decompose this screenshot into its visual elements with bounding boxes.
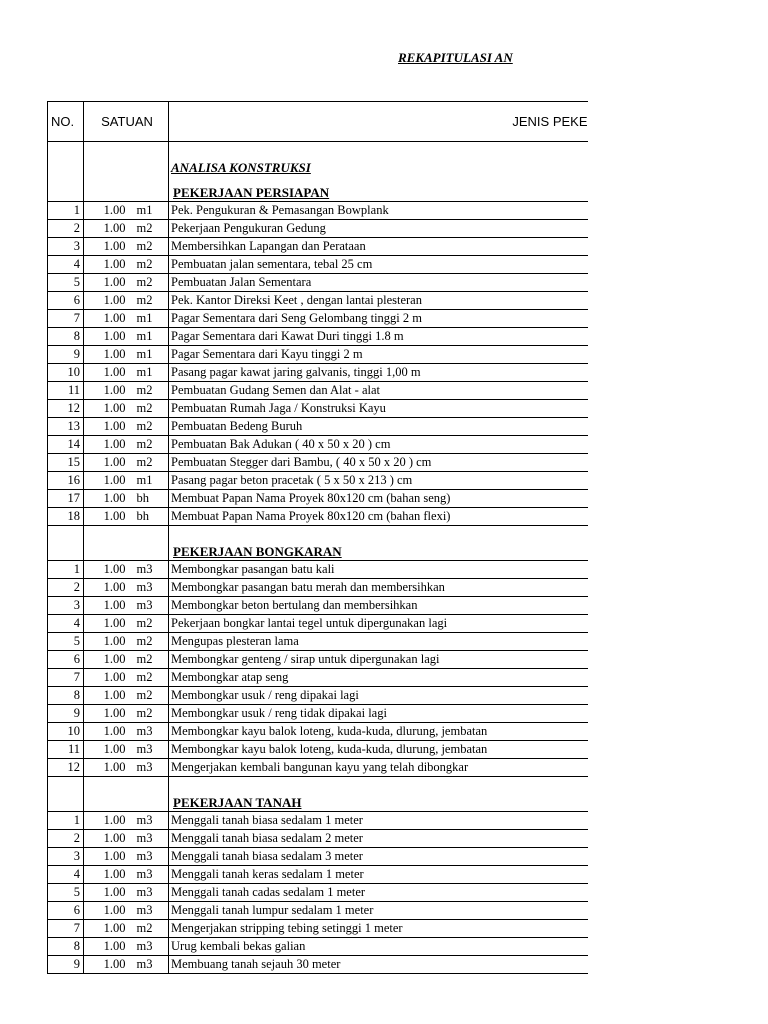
item-qty: 1.00 xyxy=(84,597,129,615)
item-no: 10 xyxy=(48,364,84,382)
item-no: 17 xyxy=(48,490,84,508)
item-unit: m2 xyxy=(129,220,169,238)
item-qty: 1.00 xyxy=(84,238,129,256)
item-unit: m2 xyxy=(129,920,169,938)
table-row xyxy=(48,866,588,884)
item-qty: 1.00 xyxy=(84,651,129,669)
item-no: 2 xyxy=(48,220,84,238)
empty-cell xyxy=(84,176,169,184)
empty-cell xyxy=(169,777,588,795)
item-unit: m3 xyxy=(129,938,169,956)
item-description: Membongkar genteng / sirap untuk dipergunakan lagi xyxy=(169,651,588,669)
table-row xyxy=(48,292,588,310)
item-unit: m2 xyxy=(129,687,169,705)
recap-table xyxy=(47,101,588,974)
item-unit: m2 xyxy=(129,436,169,454)
item-unit: m2 xyxy=(129,705,169,723)
item-qty: 1.00 xyxy=(84,436,129,454)
table-row xyxy=(48,382,588,400)
item-description: Menggali tanah keras sedalam 1 meter xyxy=(169,866,588,884)
empty-cell xyxy=(169,526,588,544)
table-row xyxy=(48,328,588,346)
empty-cell xyxy=(169,142,588,160)
item-no: 1 xyxy=(48,561,84,579)
item-unit: m2 xyxy=(129,615,169,633)
table-row xyxy=(48,418,588,436)
item-qty: 1.00 xyxy=(84,866,129,884)
empty-cell xyxy=(84,543,169,561)
item-description: Menggali tanah lumpur sedalam 1 meter xyxy=(169,902,588,920)
item-qty: 1.00 xyxy=(84,202,129,220)
empty-cell xyxy=(84,184,169,202)
table-row xyxy=(48,687,588,705)
item-unit: m1 xyxy=(129,364,169,382)
spacer-row xyxy=(48,142,588,160)
empty-cell xyxy=(84,526,169,544)
item-qty: 1.00 xyxy=(84,418,129,436)
item-no: 4 xyxy=(48,866,84,884)
empty-cell xyxy=(48,176,84,184)
item-no: 11 xyxy=(48,741,84,759)
table-row xyxy=(48,902,588,920)
item-description: Mengerjakan kembali bangunan kayu yang telah dibongkar xyxy=(169,759,588,777)
empty-cell xyxy=(84,159,169,176)
item-unit: m3 xyxy=(129,723,169,741)
empty-cell xyxy=(48,794,84,812)
item-qty: 1.00 xyxy=(84,723,129,741)
empty-cell xyxy=(48,184,84,202)
section-title-row xyxy=(48,543,588,561)
item-description: Membuat Papan Nama Proyek 80x120 cm (bahan flexi) xyxy=(169,508,588,526)
item-unit: m3 xyxy=(129,759,169,777)
item-description: Mengupas plesteran lama xyxy=(169,633,588,651)
item-qty: 1.00 xyxy=(84,687,129,705)
table-row xyxy=(48,812,588,830)
table-row xyxy=(48,669,588,687)
item-unit: m3 xyxy=(129,812,169,830)
table-row xyxy=(48,615,588,633)
item-no: 6 xyxy=(48,651,84,669)
item-unit: m3 xyxy=(129,830,169,848)
item-description: Membongkar kayu balok loteng, kuda-kuda, dlurung, jembatan xyxy=(169,723,588,741)
table-row xyxy=(48,759,588,777)
item-description: Pasang pagar beton pracetak ( 5 x 50 x 213 ) cm xyxy=(169,472,588,490)
spacer-row xyxy=(48,176,588,184)
item-unit: m2 xyxy=(129,454,169,472)
empty-cell xyxy=(48,543,84,561)
item-description: Membongkar usuk / reng tidak dipakai lagi xyxy=(169,705,588,723)
table-row xyxy=(48,938,588,956)
item-qty: 1.00 xyxy=(84,633,129,651)
spacer-row xyxy=(48,777,588,795)
table-row xyxy=(48,220,588,238)
item-unit: m3 xyxy=(129,561,169,579)
item-description: Pek. Kantor Direksi Keet , dengan lantai plesteran xyxy=(169,292,588,310)
item-unit: m2 xyxy=(129,669,169,687)
item-description: Pembuatan Rumah Jaga / Konstruksi Kayu xyxy=(169,400,588,418)
item-unit: m1 xyxy=(129,310,169,328)
item-unit: bh xyxy=(129,490,169,508)
item-no: 7 xyxy=(48,310,84,328)
item-unit: m2 xyxy=(129,633,169,651)
item-unit: m3 xyxy=(129,884,169,902)
item-unit: m2 xyxy=(129,651,169,669)
item-qty: 1.00 xyxy=(84,382,129,400)
item-no: 12 xyxy=(48,759,84,777)
item-qty: 1.00 xyxy=(84,938,129,956)
table-row xyxy=(48,956,588,974)
item-description: Menggali tanah biasa sedalam 3 meter xyxy=(169,848,588,866)
empty-cell xyxy=(48,526,84,544)
item-unit: m2 xyxy=(129,292,169,310)
item-description: Membongkar beton bertulang dan membersihkan xyxy=(169,597,588,615)
item-no: 8 xyxy=(48,328,84,346)
item-qty: 1.00 xyxy=(84,741,129,759)
header-jenis-pekerjaan: JENIS PEKE xyxy=(169,102,588,142)
table-row xyxy=(48,848,588,866)
item-description: Membongkar pasangan batu merah dan membersihkan xyxy=(169,579,588,597)
section-title-text: PEKERJAAN PERSIAPAN xyxy=(173,185,330,200)
item-description: Menggali tanah biasa sedalam 2 meter xyxy=(169,830,588,848)
item-qty: 1.00 xyxy=(84,328,129,346)
table-header-row xyxy=(48,102,588,142)
item-description: Membongkar usuk / reng dipakai lagi xyxy=(169,687,588,705)
item-qty: 1.00 xyxy=(84,274,129,292)
table-row xyxy=(48,364,588,382)
section-title xyxy=(169,184,588,202)
item-qty: 1.00 xyxy=(84,364,129,382)
table-row xyxy=(48,705,588,723)
item-unit: m3 xyxy=(129,866,169,884)
item-no: 11 xyxy=(48,382,84,400)
item-description: Mengerjakan stripping tebing setinggi 1 meter xyxy=(169,920,588,938)
item-qty: 1.00 xyxy=(84,346,129,364)
analisa-konstruksi-label xyxy=(169,159,588,176)
item-no: 8 xyxy=(48,687,84,705)
item-no: 12 xyxy=(48,400,84,418)
item-unit: m3 xyxy=(129,741,169,759)
item-unit: m3 xyxy=(129,579,169,597)
item-no: 9 xyxy=(48,346,84,364)
item-unit: m1 xyxy=(129,202,169,220)
item-description: Pagar Sementara dari Kayu tinggi 2 m xyxy=(169,346,588,364)
item-qty: 1.00 xyxy=(84,490,129,508)
item-unit: m1 xyxy=(129,328,169,346)
section-title xyxy=(169,794,588,812)
item-description: Pekerjaan bongkar lantai tegel untuk dipergunakan lagi xyxy=(169,615,588,633)
section-title-text: PEKERJAAN TANAH xyxy=(173,795,302,810)
item-qty: 1.00 xyxy=(84,400,129,418)
spacer-row xyxy=(48,526,588,544)
item-qty: 1.00 xyxy=(84,579,129,597)
item-description: Membongkar atap seng xyxy=(169,669,588,687)
item-qty: 1.00 xyxy=(84,848,129,866)
item-description: Pagar Sementara dari Seng Gelombang tinggi 2 m xyxy=(169,310,588,328)
item-no: 3 xyxy=(48,848,84,866)
empty-cell xyxy=(48,777,84,795)
item-qty: 1.00 xyxy=(84,561,129,579)
table-row xyxy=(48,633,588,651)
item-description: Pasang pagar kawat jaring galvanis, tinggi 1,00 m xyxy=(169,364,588,382)
item-unit: m2 xyxy=(129,256,169,274)
item-no: 15 xyxy=(48,454,84,472)
item-no: 2 xyxy=(48,579,84,597)
item-qty: 1.00 xyxy=(84,256,129,274)
item-no: 7 xyxy=(48,669,84,687)
item-description: Menggali tanah cadas sedalam 1 meter xyxy=(169,884,588,902)
item-description: Urug kembali bekas galian xyxy=(169,938,588,956)
table-row xyxy=(48,597,588,615)
section-title xyxy=(169,543,588,561)
item-qty: 1.00 xyxy=(84,705,129,723)
section-title-row xyxy=(48,794,588,812)
item-no: 16 xyxy=(48,472,84,490)
item-no: 5 xyxy=(48,884,84,902)
item-no: 1 xyxy=(48,202,84,220)
empty-cell xyxy=(169,176,588,184)
item-description: Pek. Pengukuran & Pemasangan Bowplank xyxy=(169,202,588,220)
item-description: Pekerjaan Pengukuran Gedung xyxy=(169,220,588,238)
item-no: 9 xyxy=(48,705,84,723)
item-qty: 1.00 xyxy=(84,669,129,687)
table-row xyxy=(48,508,588,526)
table-row xyxy=(48,238,588,256)
item-description: Pembuatan jalan sementara, tebal 25 cm xyxy=(169,256,588,274)
item-no: 8 xyxy=(48,938,84,956)
item-qty: 1.00 xyxy=(84,920,129,938)
item-no: 10 xyxy=(48,723,84,741)
item-unit: m3 xyxy=(129,848,169,866)
item-description: Pagar Sementara dari Kawat Duri tinggi 1.8 m xyxy=(169,328,588,346)
item-qty: 1.00 xyxy=(84,759,129,777)
item-no: 14 xyxy=(48,436,84,454)
table-row xyxy=(48,741,588,759)
item-description: Membongkar pasangan batu kali xyxy=(169,561,588,579)
table-row xyxy=(48,579,588,597)
table-row xyxy=(48,436,588,454)
table-row xyxy=(48,454,588,472)
item-description: Pembuatan Bak Adukan ( 40 x 50 x 20 ) cm xyxy=(169,436,588,454)
item-description: Pembuatan Bedeng Buruh xyxy=(169,418,588,436)
item-no: 3 xyxy=(48,597,84,615)
empty-cell xyxy=(48,159,84,176)
item-qty: 1.00 xyxy=(84,472,129,490)
item-description: Pembuatan Jalan Sementara xyxy=(169,274,588,292)
table-row xyxy=(48,723,588,741)
document-title: REKAPITULASI AN xyxy=(398,50,513,65)
item-no: 9 xyxy=(48,956,84,974)
analisa-konstruksi-label-text: ANALISA KONSTRUKSI xyxy=(171,160,311,175)
item-no: 3 xyxy=(48,238,84,256)
table-row xyxy=(48,256,588,274)
item-no: 6 xyxy=(48,902,84,920)
item-unit: m1 xyxy=(129,472,169,490)
item-description: Membersihkan Lapangan dan Perataan xyxy=(169,238,588,256)
item-no: 2 xyxy=(48,830,84,848)
analisa-konstruksi-label-row xyxy=(48,159,588,176)
item-qty: 1.00 xyxy=(84,884,129,902)
item-no: 13 xyxy=(48,418,84,436)
item-unit: m3 xyxy=(129,902,169,920)
header-satuan: SATUAN xyxy=(84,102,169,142)
item-qty: 1.00 xyxy=(84,292,129,310)
item-no: 5 xyxy=(48,274,84,292)
table-row xyxy=(48,274,588,292)
table-row xyxy=(48,830,588,848)
item-no: 6 xyxy=(48,292,84,310)
table-row xyxy=(48,202,588,220)
item-description: Menggali tanah biasa sedalam 1 meter xyxy=(169,812,588,830)
table-row xyxy=(48,651,588,669)
empty-cell xyxy=(84,777,169,795)
table-row xyxy=(48,884,588,902)
item-unit: m2 xyxy=(129,382,169,400)
empty-cell xyxy=(84,794,169,812)
table-row xyxy=(48,346,588,364)
item-description: Membuat Papan Nama Proyek 80x120 cm (bahan seng) xyxy=(169,490,588,508)
item-qty: 1.00 xyxy=(84,508,129,526)
table-row xyxy=(48,400,588,418)
item-unit: m2 xyxy=(129,418,169,436)
item-no: 4 xyxy=(48,256,84,274)
table-row xyxy=(48,561,588,579)
item-description: Pembuatan Stegger dari Bambu, ( 40 x 50 x 20 ) cm xyxy=(169,454,588,472)
item-no: 7 xyxy=(48,920,84,938)
item-unit: m2 xyxy=(129,274,169,292)
item-unit: m2 xyxy=(129,238,169,256)
item-no: 5 xyxy=(48,633,84,651)
header-no: NO. xyxy=(48,102,84,142)
item-no: 4 xyxy=(48,615,84,633)
item-no: 1 xyxy=(48,812,84,830)
item-unit: m1 xyxy=(129,346,169,364)
item-qty: 1.00 xyxy=(84,956,129,974)
item-unit: bh xyxy=(129,508,169,526)
item-qty: 1.00 xyxy=(84,902,129,920)
item-description: Membuang tanah sejauh 30 meter xyxy=(169,956,588,974)
table-row xyxy=(48,490,588,508)
empty-cell xyxy=(84,142,169,160)
item-qty: 1.00 xyxy=(84,830,129,848)
section-title-row xyxy=(48,184,588,202)
item-qty: 1.00 xyxy=(84,812,129,830)
item-qty: 1.00 xyxy=(84,310,129,328)
item-unit: m2 xyxy=(129,400,169,418)
item-qty: 1.00 xyxy=(84,615,129,633)
table-row xyxy=(48,920,588,938)
item-description: Membongkar kayu balok loteng, kuda-kuda, dlurung, jembatan xyxy=(169,741,588,759)
item-qty: 1.00 xyxy=(84,220,129,238)
table-row xyxy=(48,472,588,490)
item-no: 18 xyxy=(48,508,84,526)
item-unit: m3 xyxy=(129,956,169,974)
item-unit: m3 xyxy=(129,597,169,615)
item-description: Pembuatan Gudang Semen dan Alat - alat xyxy=(169,382,588,400)
empty-cell xyxy=(48,142,84,160)
section-title-text: PEKERJAAN BONGKARAN xyxy=(173,544,342,559)
item-qty: 1.00 xyxy=(84,454,129,472)
table-row xyxy=(48,310,588,328)
